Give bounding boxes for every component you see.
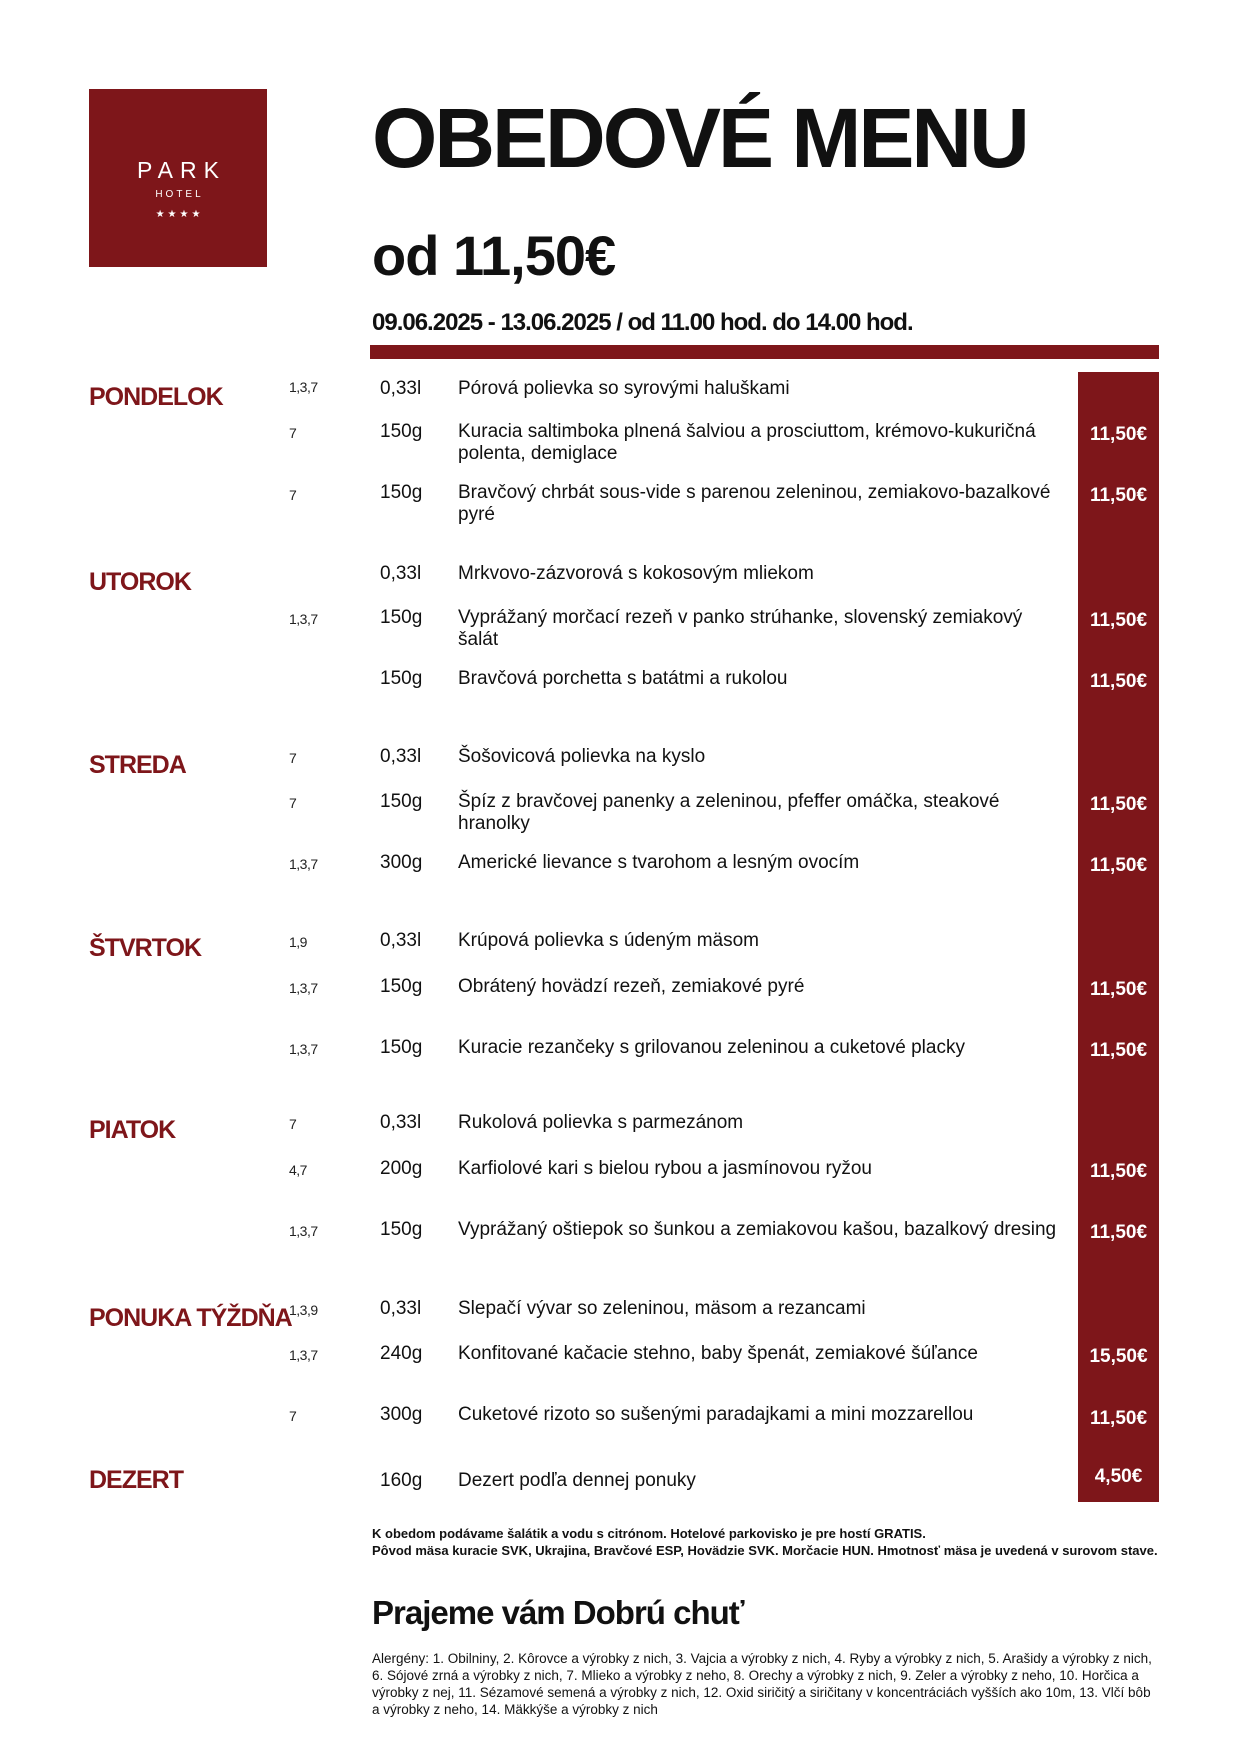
portion-size: 160g bbox=[380, 1470, 423, 1491]
logo-text-park: PARK bbox=[137, 157, 226, 183]
dish-description: Americké lievance s tvarohom a lesným ovocím bbox=[458, 852, 860, 873]
logo-stars-icon: ★★★★ bbox=[155, 209, 204, 220]
day-label: DEZERT bbox=[89, 1466, 183, 1494]
dish-description: Špíz z bravčovej panenky a zeleninou, pfeffer omáčka, steakové hranolky bbox=[458, 791, 1000, 834]
dish-description: Mrkvovo-zázvorová s kokosovým mliekom bbox=[458, 563, 814, 584]
dish-description: Krúpová polievka s údeným mäsom bbox=[458, 930, 759, 951]
hotel-logo bbox=[89, 89, 267, 267]
dish-description: Rukolová polievka s parmezánom bbox=[458, 1112, 744, 1133]
allergen-codes: 7 bbox=[289, 425, 297, 441]
allergen-codes: 7 bbox=[289, 487, 297, 503]
day-label: STREDA bbox=[89, 751, 186, 779]
dish-description: Kuracia saltimboka plnená šalviou a prosciuttom, krémovo-kukuričná polenta, demiglace bbox=[458, 421, 1036, 464]
allergen-codes: 1,3,7 bbox=[289, 1347, 318, 1363]
portion-size: 240g bbox=[380, 1343, 423, 1364]
dish-price: 15,50€ bbox=[1089, 1346, 1148, 1367]
dish-description: Kuracie rezančeky s grilovanou zeleninou a cuketové placky bbox=[458, 1037, 965, 1058]
allergen-codes: 1,3,7 bbox=[289, 1223, 318, 1239]
dish-price: 11,50€ bbox=[1089, 424, 1148, 445]
dish-description: Konfitované kačacie stehno, baby špenát, zemiakové šúľance bbox=[458, 1343, 978, 1364]
allergen-legend: Alergény: 1. Obilniny, 2. Kôrovce a výrobky z nich, 3. Vajcia a výrobky z nich, 4. Ryby a výrobky z nich, 5. Arašidy a výrobky z nich, 6. Sójové zrná a výrobky z nich, 7. Mlieko a výrobky z neho, 8. Orechy a výrobky z nich, 9. Zeler a výrobky z neho, 10. Horčica a výrobky z nej, 11. Sézamové semená a výrobky z nich, 12. Oxid siričitý a siričitany v koncentráciách vyšších ako 10m, 13. Vlčí bôb a výrobky z neho, 14. Mäkkýše a výrobky z nich bbox=[372, 1651, 1152, 1717]
dish-price: 11,50€ bbox=[1089, 855, 1148, 876]
footer-notes bbox=[372, 1525, 1162, 1559]
allergen-codes: 1,3,7 bbox=[289, 856, 318, 872]
portion-size: 150g bbox=[380, 1219, 423, 1240]
day-label: PONDELOK bbox=[89, 383, 223, 411]
logo-text-hotel: HOTEL bbox=[155, 189, 204, 200]
dish-description: Vyprážaný oštiepok so šunkou a zemiakovou kašou, bazalkový dresing bbox=[458, 1219, 1057, 1240]
dish-price: 11,50€ bbox=[1089, 794, 1148, 815]
page-title: OBEDOVÉ MENU bbox=[372, 91, 1027, 185]
portion-size: 150g bbox=[380, 421, 423, 442]
date-range: 09.06.2025 - 13.06.2025 / od 11.00 hod. do 14.00 hod. bbox=[372, 309, 913, 336]
portion-size: 0,33l bbox=[380, 563, 422, 584]
dish-description: Dezert podľa dennej ponuky bbox=[458, 1470, 696, 1491]
dish-description: Pórová polievka so syrovými haluškami bbox=[458, 378, 790, 399]
portion-size: 200g bbox=[380, 1158, 423, 1179]
allergen-codes: 1,3,7 bbox=[289, 379, 318, 395]
dish-price: 11,50€ bbox=[1089, 1161, 1148, 1182]
dish-price: 11,50€ bbox=[1089, 485, 1148, 506]
portion-size: 300g bbox=[380, 852, 423, 873]
portion-size: 0,33l bbox=[380, 746, 422, 767]
allergen-codes: 1,3,7 bbox=[289, 611, 318, 627]
day-label: UTOROK bbox=[89, 568, 191, 596]
portion-size: 150g bbox=[380, 668, 423, 689]
allergen-codes: 7 bbox=[289, 1116, 297, 1132]
portion-size: 150g bbox=[380, 976, 423, 997]
dish-price: 11,50€ bbox=[1089, 610, 1148, 631]
dish-description: Bravčový chrbát sous-vide s parenou zeleninou, zemiakovo-bazalkové pyré bbox=[458, 482, 1051, 525]
portion-size: 0,33l bbox=[380, 378, 422, 399]
dish-price: 11,50€ bbox=[1089, 1222, 1148, 1243]
allergen-codes: 1,3,7 bbox=[289, 980, 318, 996]
allergen-codes: 4,7 bbox=[289, 1162, 307, 1178]
dish-price: 11,50€ bbox=[1089, 671, 1148, 692]
allergen-codes: 7 bbox=[289, 750, 297, 766]
dish-price: 11,50€ bbox=[1089, 979, 1148, 1000]
dish-description: Obrátený hovädzí rezeň, zemiakové pyré bbox=[458, 976, 805, 997]
dish-description: Slepačí vývar so zeleninou, mäsom a rezancami bbox=[458, 1298, 866, 1319]
portion-size: 0,33l bbox=[380, 1298, 422, 1319]
allergen-codes: 1,9 bbox=[289, 934, 307, 950]
day-label: PIATOK bbox=[89, 1116, 176, 1144]
portion-size: 0,33l bbox=[380, 1112, 422, 1133]
closing-wish: Prajeme vám Dobrú chuť bbox=[372, 1594, 744, 1631]
portion-size: 150g bbox=[380, 1037, 423, 1058]
portion-size: 0,33l bbox=[380, 930, 422, 951]
allergen-codes: 1,3,9 bbox=[289, 1302, 318, 1318]
day-label: PONUKA TÝŽDŇA bbox=[89, 1304, 292, 1332]
dish-description: Cuketové rizoto so sušenými paradajkami a mini mozzarellou bbox=[458, 1404, 974, 1425]
price-from: od 11,50€ bbox=[372, 224, 616, 287]
allergen-codes: 1,3,7 bbox=[289, 1041, 318, 1057]
day-label: ŠTVRTOK bbox=[89, 934, 201, 962]
dish-price: 11,50€ bbox=[1089, 1408, 1148, 1429]
dish-description: Šošovicová polievka na kyslo bbox=[458, 746, 706, 767]
dish-description: Bravčová porchetta s batátmi a rukolou bbox=[458, 668, 788, 689]
note-line: K obedom podávame šalátik a vodu s citrónom. Hotelové parkovisko je pre hostí GRATIS. bbox=[372, 1526, 926, 1541]
dish-price: 11,50€ bbox=[1089, 1040, 1148, 1061]
portion-size: 300g bbox=[380, 1404, 423, 1425]
allergen-codes: 7 bbox=[289, 1408, 297, 1424]
dish-price: 4,50€ bbox=[1094, 1466, 1143, 1487]
portion-size: 150g bbox=[380, 607, 423, 628]
price-column-background bbox=[1078, 372, 1159, 1502]
note-line: Pôvod mäsa kuracie SVK, Ukrajina, Bravčové ESP, Hovädzie SVK. Morčacie HUN. Hmotnosť mäsa je uvedená v surovom stave. bbox=[372, 1543, 1158, 1558]
dish-description: Karfiolové kari s bielou rybou a jasmínovou ryžou bbox=[458, 1158, 872, 1179]
dish-description: Vyprážaný morčací rezeň v panko strúhanke, slovenský zemiakový šalát bbox=[458, 607, 1023, 650]
portion-size: 150g bbox=[380, 791, 423, 812]
portion-size: 150g bbox=[380, 482, 423, 503]
allergen-codes: 7 bbox=[289, 795, 297, 811]
header-divider bbox=[370, 345, 1159, 359]
